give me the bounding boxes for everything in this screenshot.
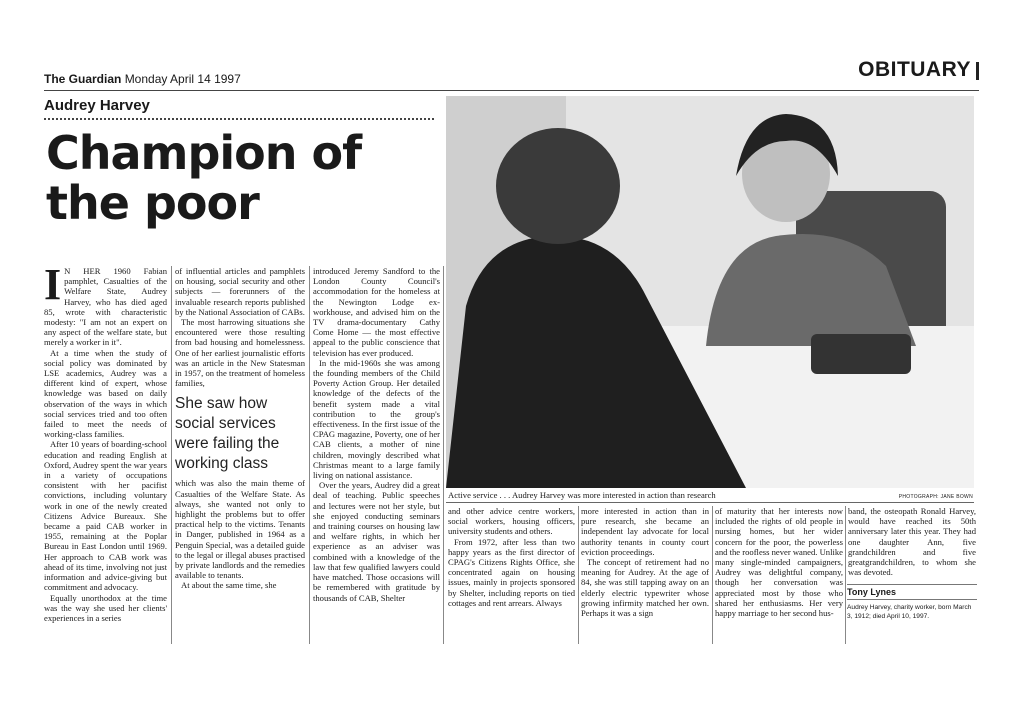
paragraph: N HER 1960 Fabian pamphlet, Casualties of the Welfare State, Audrey Harvey, who has died aged 85, wrote with characteristic modesty: "I am not an expert on any aspect of the welfare state, but merely a worker in it".: [44, 266, 167, 348]
paragraph: and other advice centre workers, social workers, housing officers, university students and others.: [448, 506, 575, 537]
headline-line-2: the poor: [46, 176, 259, 230]
paragraph: At about the same time, she: [181, 580, 277, 591]
column-rule: [578, 506, 579, 644]
column-rule: [309, 266, 310, 644]
paragraph: In the mid-1960s she was among the founding members of the Child Poverty Action Group. Her detailed knowledge of the defects of the benefit system made a vital contribution to the group's effectiveness. In the first issue of the CPAG magazine, Poverty, one of her CAB clients, a mother of nine children, movingly described what Christmas meant to a large family living on national assistance.: [313, 357, 440, 481]
paragraph: Equally unorthodox at the time was the way she used her clients' experiences in a series: [44, 592, 167, 623]
headline-line-1: Champion of: [46, 126, 362, 180]
drop-cap: I: [44, 266, 62, 309]
photo-illustration: [446, 96, 974, 488]
pull-quote: [175, 394, 305, 474]
paragraph: introduced Jeremy Sandford to the London County Council's accommodation for the homeless at the Newington Lodge ex-workhouse, and advised him on the TV drama-documentary Cathy Come Home — the most effective appeal to the public conscience that television has ever produced.: [313, 266, 440, 358]
body-column-5: [581, 506, 709, 644]
issue-date: Monday April 14 1997: [124, 72, 241, 86]
newspaper-name: The Guardian: [44, 72, 122, 86]
header-rule: [44, 90, 979, 91]
signoff-rule: [847, 599, 977, 600]
photo-caption: Active service . . . Audrey Harvey was more interested in action than research: [448, 490, 716, 500]
column-rule: [443, 266, 444, 644]
section-label: OBITUARY: [858, 58, 971, 81]
telephone: [811, 334, 911, 374]
body-column-3: [313, 266, 440, 644]
body-column-7: [848, 506, 976, 584]
paragraph: more interested in action than in pure research, she became an independent lay advocate for local authority tenants in county court eviction proceedings.: [581, 506, 709, 557]
section-bar: [976, 62, 979, 80]
body-column-4: [448, 506, 575, 644]
paragraph: of influential articles and pamphlets on housing, social security and other subjects — forerunners of the invaluable research reports published by the National Association of CABs.: [175, 266, 305, 317]
pull-quote-line: social services: [175, 415, 276, 433]
photo-credit: PHOTOGRAPH: JANE BOWN: [898, 494, 973, 500]
pull-quote-line: were failing the: [175, 435, 280, 453]
paragraph: The most harrowing situations she encountered were those resulting from bad housing and homelessness. One of her earliest journalistic efforts was an article in the New Statesman in 1957, on the treatment of homeless families,: [175, 317, 305, 389]
paragraph: Over the years, Audrey did a great deal of teaching. Public speeches and lectures were not her style, but she enjoyed conducting seminars and training courses on housing law and welfare rights, in which her experience as an adviser was combined with a knowledge of the law that few qualified lawyers could have matched. Those occasions will be remembered with gratitude by thousands of CAB, Shelter: [313, 480, 440, 603]
pull-quote-line: working class: [175, 455, 269, 473]
visitor-head: [496, 128, 620, 244]
body-column-2: [175, 266, 305, 644]
dotted-rule: [44, 118, 434, 120]
body-column-6: [715, 506, 843, 644]
column-rule: [845, 506, 846, 644]
paragraph: of maturity that her interests now included the rights of old people in nursing homes, but her wider concern for the poor, the powerless and the roofless never waned. Unlike many single-minded campaigners, Audrey was delightful company, though her conversation was appreciated most by those who shared her enthusiasms. Her very happy marriage to her second hus-: [715, 506, 843, 619]
masthead: [44, 72, 241, 86]
column-rule: [712, 506, 713, 644]
subject-name: Audrey Harvey: [44, 97, 150, 114]
portrait-photo: [446, 96, 974, 488]
caption-rule: [446, 502, 974, 503]
paragraph: After 10 years of boarding-school education and reading English at Oxford, Audrey spent the war years in a variety of occupations consistent with her pacifist convictions, including voluntary work in one of the newly created Citizens Advice Bureaux. She became a paid CAB worker in 1955, remaining at the Poplar Bureau in East London until 1969. Her approach to CAB work was ahead of its time, involving not just information and advice-giving but commitment and advocacy.: [44, 439, 167, 593]
headline: [46, 128, 436, 228]
life-dates: Audrey Harvey, charity worker, born March 3, 1912; died April 10, 1997.: [847, 604, 972, 620]
paragraph: The concept of retirement had no meaning for Audrey. At the age of 84, she was still tapping away on an elderly electric typewriter whose growing infirmity matched her own. Perhaps it was a sign: [581, 557, 709, 619]
pull-quote-line: She saw how: [175, 395, 268, 413]
paragraph: At a time when the study of social policy was dominated by LSE academics, Audrey was a different kind of expert, whose knowledge was based on daily observation of the ways in which social services tried and too often failed to meet the needs of working-class families.: [44, 347, 167, 440]
paragraph: band, the osteopath Ronald Harvey, would have reached its 50th anniversary later this year. They had one daughter Ann, five grandchildren and five greatgrandchildren, to whom she was devoted.: [848, 506, 976, 578]
body-column-1: [44, 266, 167, 644]
signoff-rule: [847, 584, 977, 585]
column-rule: [171, 266, 172, 644]
author-signoff: Tony Lynes: [847, 587, 897, 597]
paragraph: which was also the main theme of Casualties of the Welfare State. As always, she wanted not only to highlight the problems but to offer practical help to the victims. Tenants in Danger, published in 1964 as a Penguin Special, was a detailed guide to the legal or illegal abuses practised by private landlords and the remedies available to tenants.: [175, 478, 305, 581]
newspaper-clipping: [44, 44, 979, 644]
paragraph: From 1972, after less than two happy years as the first director of CPAG's Citizens Rights Office, she concentrated again on housing issues, mainly in projects sponsored by Shelter, including reports on tied cottages and rent arrears. Always: [448, 536, 575, 608]
